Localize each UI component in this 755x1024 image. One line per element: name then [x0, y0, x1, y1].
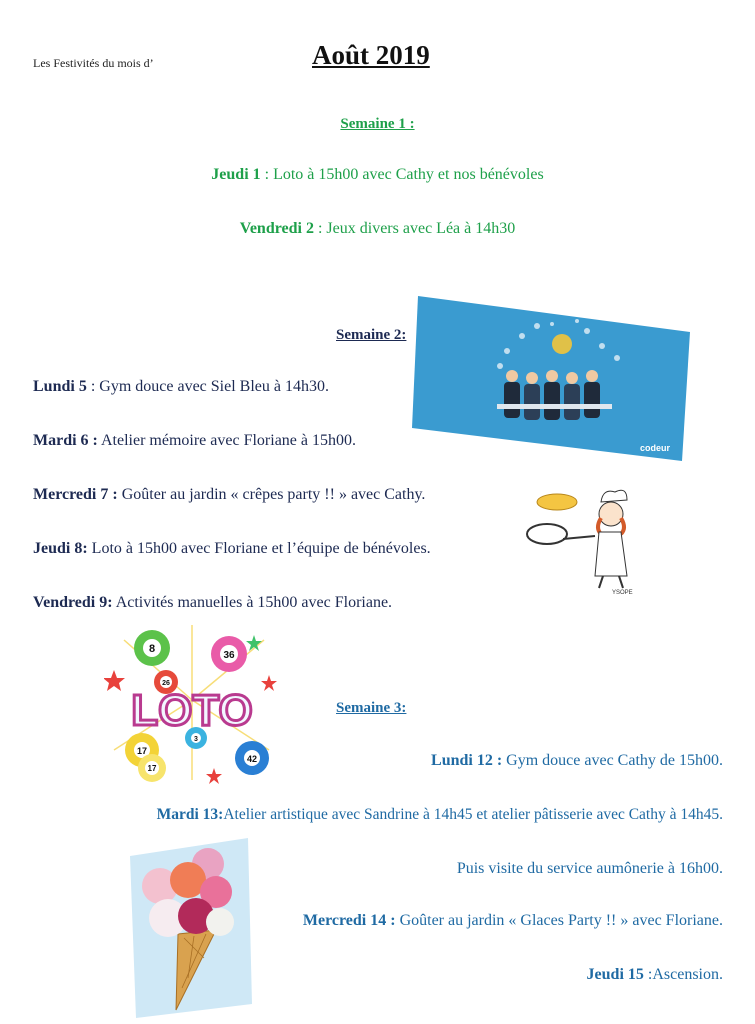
event-text: : Jeux divers avec Léa à 14h30 — [313, 220, 516, 237]
codeur-logo: codeur — [640, 443, 671, 453]
svg-text:26: 26 — [162, 680, 170, 687]
ice-cream-illustration — [128, 838, 253, 1018]
svg-text:36: 36 — [223, 650, 235, 661]
event-text: Gym douce avec Cathy de 15h00. — [502, 752, 723, 769]
event-text: : Loto à 15h00 avec Cathy et nos bénévoles — [260, 166, 544, 183]
week1-title: Semaine 1 : — [340, 116, 415, 132]
event-day: Lundi 5 — [33, 378, 87, 395]
event-day: Jeudi 1 — [211, 166, 261, 183]
week2-event-4 — [33, 540, 431, 558]
event-day: Jeudi 8: — [33, 540, 88, 557]
week3-event-2 — [157, 806, 723, 824]
svg-text:42: 42 — [246, 754, 258, 764]
week2-event-3 — [33, 486, 425, 504]
event-text: Atelier mémoire avec Floriane à 15h00. — [97, 432, 357, 449]
week2-event-2 — [33, 432, 356, 450]
week1-event-2 — [0, 220, 755, 238]
event-day: Mercredi 14 : — [302, 912, 396, 929]
event-text: Loto à 15h00 avec Floriane et l’équipe de bénévoles. — [87, 540, 431, 557]
week3-event-3 — [457, 860, 723, 878]
svg-text:3: 3 — [194, 736, 198, 743]
event-day: Mardi 13: — [156, 806, 224, 823]
week3-event-1 — [431, 752, 723, 770]
header-prefix: Les Festivités du mois d’ — [33, 56, 154, 70]
event-day: Mardi 6 : — [33, 432, 98, 449]
week1-event-1 — [0, 166, 755, 184]
week3-event-4 — [303, 912, 723, 930]
svg-text:17: 17 — [147, 764, 157, 773]
svg-text:8: 8 — [148, 643, 156, 655]
event-text: :Ascension. — [643, 966, 723, 983]
chef-signature: YSOPE — [612, 590, 633, 596]
event-day: Lundi 12 : — [431, 752, 503, 769]
event-text: Activités manuelles à 15h00 avec Floriane. — [112, 594, 393, 611]
week2-event-5 — [33, 594, 392, 612]
week2-event-1 — [33, 378, 329, 396]
event-day: Jeudi 15 — [586, 966, 644, 983]
meeting-illustration — [412, 296, 692, 461]
event-text: Puis visite du service aumônerie à 16h00. — [456, 860, 723, 877]
loto-word: LOTO — [131, 686, 253, 735]
week2-title: Semaine 2: — [336, 327, 407, 343]
people — [497, 370, 612, 420]
event-day: Mercredi 7 : — [33, 486, 118, 503]
loto-illustration — [104, 620, 279, 785]
page-title: Août 2019 — [312, 40, 430, 70]
chef-crepe-illustration — [515, 484, 645, 596]
event-day: Vendredi 9: — [33, 594, 113, 611]
week3-title: Semaine 3: — [336, 700, 407, 716]
event-text: : Gym douce avec Siel Bleu à 14h30. — [86, 378, 329, 395]
event-day: Vendredi 2 — [239, 220, 314, 237]
event-text: Atelier artistique avec Sandrine à 14h45 et atelier pâtisserie avec Cathy à 14h45. — [223, 806, 723, 823]
event-text: Goûter au jardin « crêpes party !! » avec Cathy. — [117, 486, 426, 503]
event-text: Goûter au jardin « Glaces Party !! » avec Floriane. — [395, 912, 723, 929]
svg-text:17: 17 — [136, 746, 148, 756]
week3-event-5 — [587, 966, 723, 984]
